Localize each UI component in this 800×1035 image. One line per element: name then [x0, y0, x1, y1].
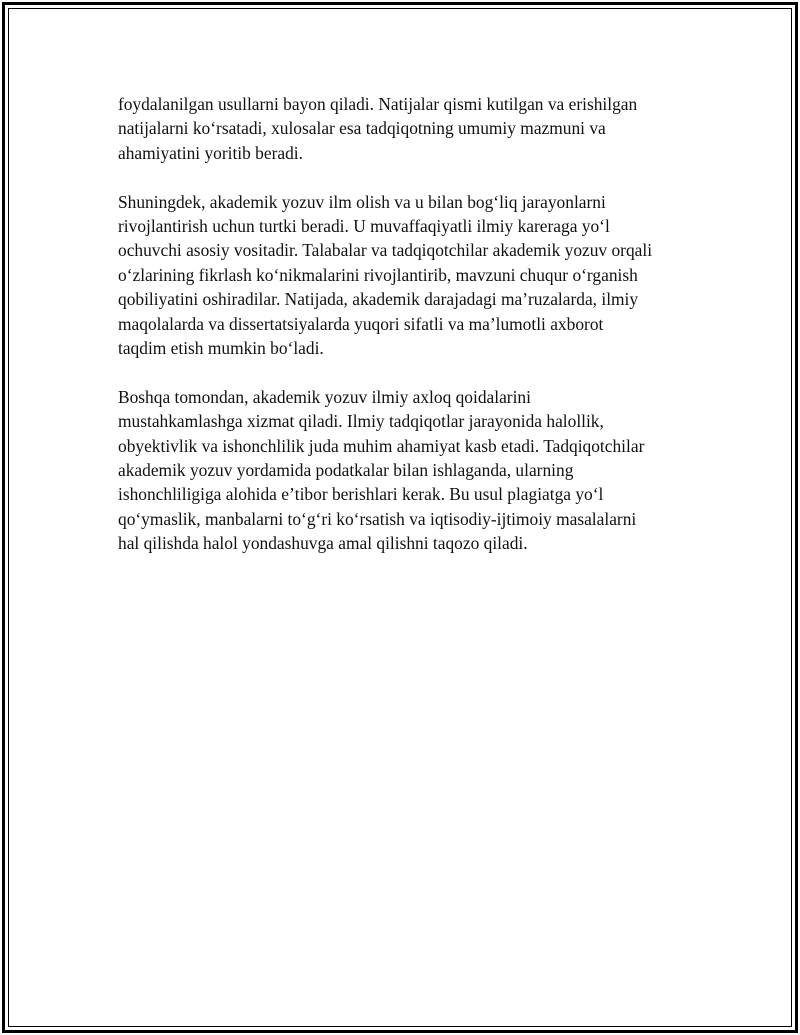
paragraph-1: foydalanilgan usullarni bayon qiladi. Natijalar qismi kutilgan va erishilgan natijalarni koʻrsatadi, xulosalar esa tadqiqotning umumiy mazmuni va ahamiyatini yoritib beradi. — [118, 94, 638, 163]
paragraph-2: Shuningdek, akademik yozuv ilm olish va u bilan bogʻliq jarayonlarni rivojlantirish uchun turtki beradi. U muvaffaqiyatli ilmiy kareraga yoʻl ochuvchi asosiy vositadir. Talabalar va tadqiqotchilar akademik yozuv orqali oʻzlarining fikrlash koʻnikmalarini rivojlantirib, mavzuni chuqur oʻrganish qobiliyatini oshiradilar. Natijada, akademik darajadagi maʼruzalarda, ilmiy maqolalarda va dissertatsiyalarda yuqori sifatli va maʼlumotli axborot taqdim etish mumkin boʻladi. — [118, 191, 653, 359]
document-body — [118, 92, 698, 580]
paragraph-3: Boshqa tomondan, akademik yozuv ilmiy axloq qoidalarini mustahkamlashga xizmat qiladi. Ilmiy tadqiqotlar jarayonida halollik, obyektivlik va ishonchlilik juda muhim ahamiyat kasb etadi. Tadqiqotchilar akademik yozuv yordamida podatkalar bilan ishlaganda, ularning ishonchliligiga alohida eʼtibor berishlari kerak. Bu usul plagiatga yoʻl qoʻymaslik, manbalarni toʻgʻri koʻrsatish va iqtisodiy-ijtimoiy masalalarni hal qilishda halol yondashuvga amal qilishni taqozo qiladi. — [118, 386, 645, 554]
